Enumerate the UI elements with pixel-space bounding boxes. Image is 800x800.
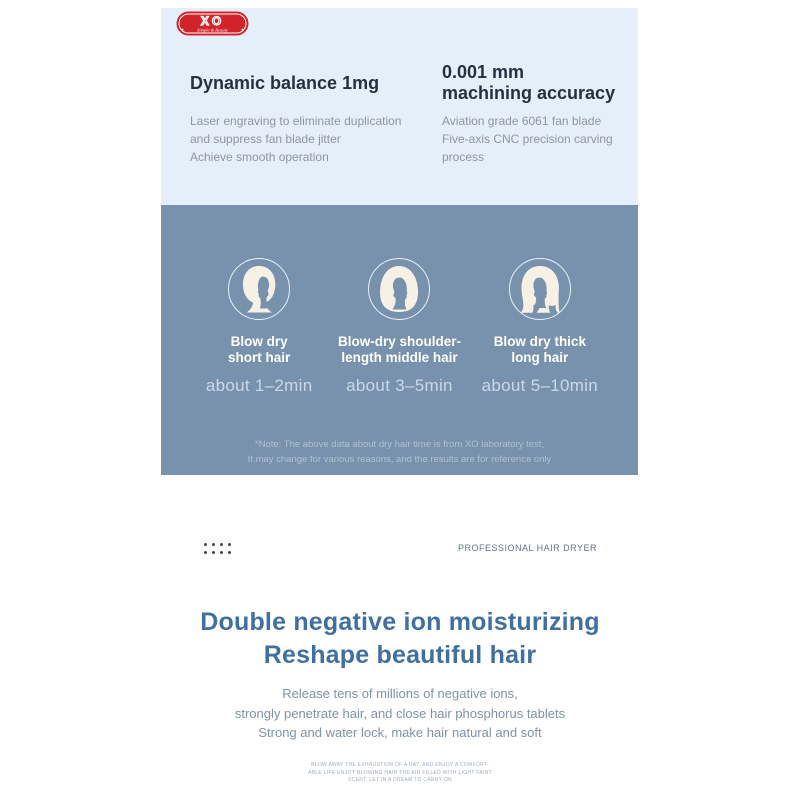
feature-left-body xyxy=(190,112,401,166)
footnote-line: SCENT, LET IN A DREAM TO CARRY ON xyxy=(348,777,452,783)
dots-ornament-icon xyxy=(204,543,231,554)
brand-tagline-text: Simple & Beauty xyxy=(197,27,228,33)
feature-right-line: Five-axis CNC precision carving xyxy=(442,132,613,146)
divider-row xyxy=(161,539,638,557)
note-line2: It may change for various reasons, and the results are for reference only xyxy=(247,454,552,465)
hero-body-line: Strong and water lock, make hair natural and soft xyxy=(258,725,542,740)
dry-time-items xyxy=(189,258,610,396)
short-hair-icon xyxy=(228,258,290,320)
item-label-line2: short hair xyxy=(228,350,291,365)
brand-name-text: XO xyxy=(200,14,225,28)
item-label-line1: Blow dry xyxy=(230,334,288,349)
feature-left-line: Laser engraving to eliminate duplication xyxy=(190,114,402,128)
hero-body-line: strongly penetrate hair, and close hair phosphorus tablets xyxy=(234,705,566,721)
hero-title-line1: Double negative ion moisturizing xyxy=(200,608,600,636)
dry-time-item-long-hair xyxy=(470,258,610,396)
feature-left-line: Achieve smooth operation xyxy=(190,150,329,164)
lab-test-note xyxy=(161,437,638,467)
footnote xyxy=(0,762,800,785)
section-kicker: PROFESSIONAL HAIR DRYER xyxy=(457,543,597,553)
item-label-long-hair xyxy=(494,334,586,366)
hero-title-line2: Reshape beautiful hair xyxy=(263,641,537,669)
item-time-middle-hair: about 3–5min xyxy=(346,376,453,395)
feature-left-line: and suppress fan blade jitter xyxy=(190,132,341,146)
hero-title xyxy=(0,606,800,672)
note-line1: *Note: The above data about dry hair time is from XO laboratory test, xyxy=(254,439,545,450)
dry-time-item-middle-hair xyxy=(329,258,469,396)
feature-right-column xyxy=(442,8,632,205)
item-label-line1: Blow dry thick xyxy=(493,334,586,349)
feature-panel xyxy=(161,8,638,205)
feature-right-line: process xyxy=(442,150,485,164)
dry-time-panel xyxy=(161,205,638,475)
item-label-line1: Blow-dry shoulder- xyxy=(337,334,461,349)
feature-right-title-line1: 0.001 mm xyxy=(442,62,525,82)
medium-hair-icon xyxy=(368,258,430,320)
dry-time-item-short-hair xyxy=(189,258,329,396)
feature-left-title-line: Dynamic balance 1mg xyxy=(190,72,380,93)
item-label-middle-hair xyxy=(338,334,461,366)
hero-body xyxy=(0,684,800,743)
item-label-short-hair xyxy=(228,334,290,366)
footnote-line: BLOW AWAY THE EXHAUSTION OF A DAY, AND ENJOY A COMFORT- xyxy=(311,762,489,768)
footnote-line: ABLE LIFE ENJOY BLOWING HAIR THE AIR FILLED WITH LIGHT FAINT xyxy=(308,769,492,776)
feature-right-title-line2: machining accuracy xyxy=(442,83,616,103)
feature-right-body xyxy=(442,112,613,166)
item-label-line2: length middle hair xyxy=(341,350,458,365)
feature-right-title xyxy=(442,62,615,104)
feature-left-column xyxy=(190,8,430,205)
long-hair-icon xyxy=(509,258,571,320)
item-time-long-hair: about 5–10min xyxy=(481,376,599,395)
hero-body-line: Release tens of millions of negative ions, xyxy=(282,686,518,701)
feature-left-title xyxy=(190,62,379,104)
item-label-line2: long hair xyxy=(511,350,569,365)
feature-right-line: Aviation grade 6061 fan blade xyxy=(442,114,602,128)
item-time-short-hair: about 1–2min xyxy=(205,376,313,395)
